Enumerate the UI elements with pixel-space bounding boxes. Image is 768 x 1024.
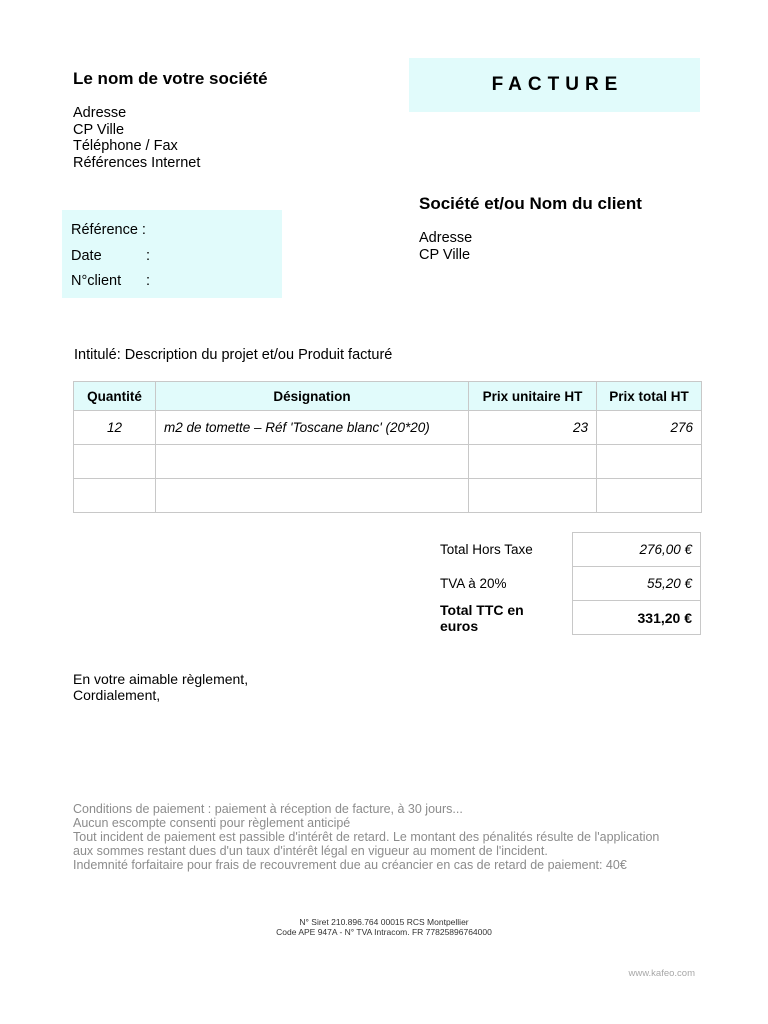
date-value: :: [146, 248, 151, 264]
table-row: [74, 445, 702, 479]
client-number-label: N°client: [71, 273, 122, 289]
header-quantity: Quantité: [74, 382, 156, 411]
condition-line: Tout incident de paiement est passible d'intérêt de retard. Le montant des pénalités résulte de l'application: [73, 830, 660, 844]
date-label: Date: [71, 248, 102, 264]
client-address: Adresse: [419, 230, 473, 246]
header-total-price: Prix total HT: [597, 382, 702, 411]
client-address-block: [419, 230, 472, 263]
website-credit: www.kafeo.com: [628, 968, 695, 979]
total-ttc-row: [428, 601, 701, 635]
cell-designation: [156, 479, 469, 513]
closing-line: En votre aimable règlement,: [73, 671, 249, 687]
closing-text: [73, 671, 248, 703]
condition-line: Conditions de paiement : paiement à réception de facture, à 30 jours...: [73, 802, 463, 816]
total-ht-row: [428, 533, 701, 567]
cell-total-price: 276: [597, 411, 702, 445]
reference-box: [62, 210, 282, 298]
cell-designation: m2 de tomette – Réf 'Toscane blanc' (20*20): [156, 411, 469, 445]
condition-line: Aucun escompte consenti pour règlement anticipé: [73, 816, 351, 830]
closing-line: Cordialement,: [73, 687, 161, 703]
items-header-row: [74, 382, 702, 411]
company-address: Adresse: [73, 105, 127, 121]
project-title: Intitulé: Description du projet et/ou Produit facturé: [74, 347, 393, 363]
table-row: [74, 411, 702, 445]
company-phone-fax: Téléphone / Fax: [73, 138, 178, 154]
client-number-value: :: [146, 273, 151, 289]
payment-conditions: [73, 802, 659, 872]
vat-row: [428, 567, 701, 601]
table-row: [74, 479, 702, 513]
condition-line: aux sommes restant dues d'un taux d'intérêt légal en vigueur au moment de l'incident.: [73, 844, 548, 858]
client-number-row: [71, 273, 150, 289]
cell-unit-price: [469, 445, 597, 479]
cell-designation: [156, 445, 469, 479]
company-name: Le nom de votre société: [73, 69, 268, 88]
cell-quantity: [74, 445, 156, 479]
client-city: CP Ville: [419, 246, 471, 263]
cell-total-price: [597, 479, 702, 513]
cell-unit-price: 23: [469, 411, 597, 445]
cell-total-price: [597, 445, 702, 479]
items-table: [73, 381, 702, 513]
siret-line: N° Siret 210.896.764 00015 RCS Montpellier: [299, 917, 469, 927]
condition-line: Indemnité forfaitaire pour frais de recouvrement due au créancier en cas de retard de paiement: 40€: [73, 858, 627, 872]
company-address-block: [73, 105, 200, 171]
client-name: Société et/ou Nom du client: [419, 194, 642, 213]
header-unit-price: Prix unitaire HT: [469, 382, 597, 411]
vat-label: TVA à 20%: [440, 576, 507, 591]
total-ttc-label: Total TTC en euros: [440, 601, 524, 634]
header-designation: Désignation: [156, 382, 469, 411]
total-ht-label: Total Hors Taxe: [440, 542, 533, 557]
invoice-title: FACTURE: [491, 74, 624, 95]
cell-unit-price: [469, 479, 597, 513]
totals-table: [428, 532, 701, 635]
reference-label: Référence :: [71, 222, 146, 238]
ape-vat-line: Code APE 947A - N° TVA Intracom. FR 77825896764000: [276, 927, 492, 937]
legal-footer: [0, 917, 768, 937]
total-ht-value: 276,00 €: [573, 533, 701, 567]
company-web-references: Références Internet: [73, 154, 201, 171]
reference-row: [71, 222, 146, 238]
company-city: CP Ville: [73, 121, 125, 138]
cell-quantity: [74, 479, 156, 513]
date-row: [71, 248, 150, 264]
cell-quantity: 12: [74, 411, 156, 445]
vat-value: 55,20 €: [573, 567, 701, 601]
invoice-title-box: [409, 58, 700, 112]
total-ttc-value: 331,20 €: [573, 601, 701, 635]
